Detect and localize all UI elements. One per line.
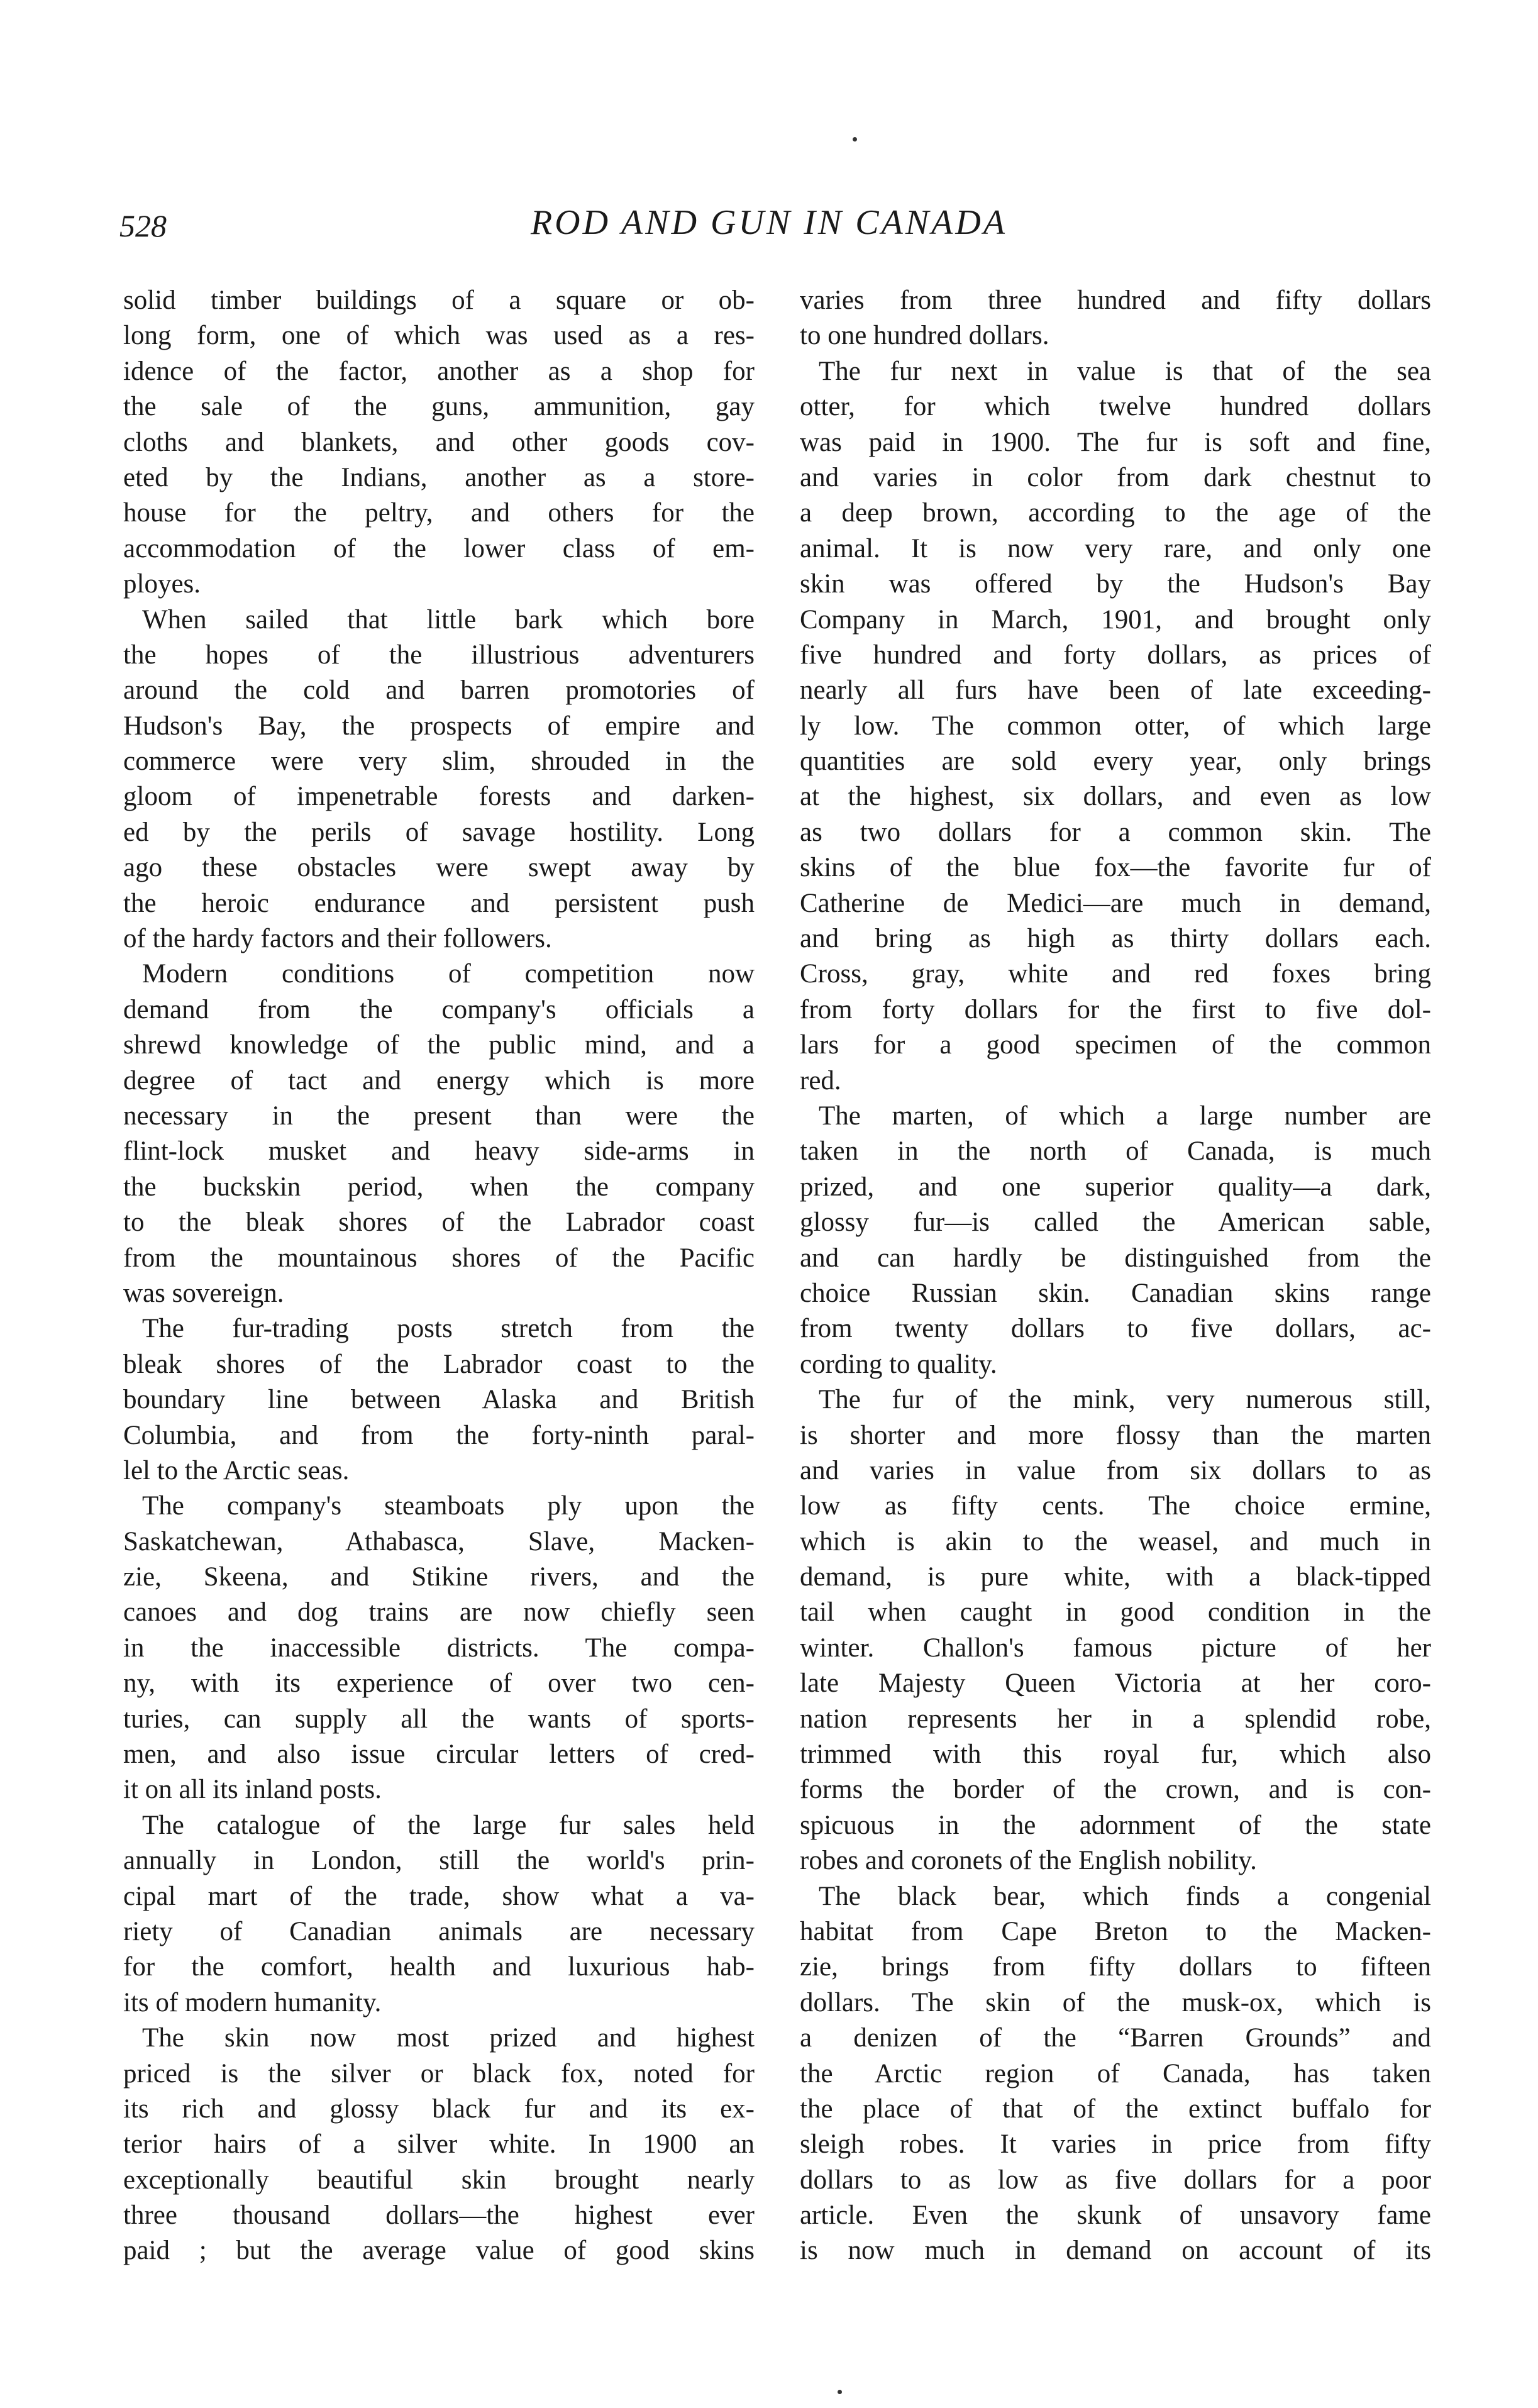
- paragraph: [800, 1099, 1431, 1382]
- text-line: red.: [800, 1065, 841, 1096]
- text-line: nation represents her in a splendid robe,: [800, 1704, 1431, 1734]
- text-line: around the cold and barren promotories of: [123, 675, 755, 706]
- text-line: its of modern humanity.: [123, 1987, 382, 2017]
- text-line: demand from the company's officials a: [123, 994, 755, 1024]
- text-line: glossy fur—is called the American sable,: [800, 1207, 1431, 1238]
- paragraph: [123, 1489, 755, 1808]
- text-line: demand, is pure white, with a black-tipped: [800, 1562, 1431, 1592]
- text-line: otter, for which twelve hundred dollars: [800, 392, 1431, 422]
- text-line: to one hundred dollars.: [800, 321, 1049, 351]
- text-line: eted by the Indians, another as a store-: [123, 462, 755, 492]
- paragraph: [800, 283, 1431, 354]
- text-line: When sailed that little bark which bore: [142, 604, 755, 635]
- text-line: quantities are sold every year, only brings: [800, 746, 1431, 777]
- text-line: choice Russian skin. Canadian skins range: [800, 1278, 1431, 1308]
- text-line: ployes.: [123, 569, 201, 599]
- paragraph: [800, 354, 1431, 1099]
- paragraph: [123, 1311, 755, 1489]
- text-line: lel to the Arctic seas.: [123, 1455, 350, 1485]
- text-line: exceptionally beautiful skin brought nearly: [123, 2165, 755, 2195]
- text-line: lars for a good specimen of the common: [800, 1030, 1431, 1060]
- paragraph: [123, 283, 755, 602]
- text-line: canoes and dog trains are now chiefly seen: [123, 1597, 755, 1628]
- right-column: [800, 283, 1431, 2269]
- text-line: was sovereign.: [123, 1278, 284, 1308]
- text-line: of the hardy factors and their followers.: [123, 924, 552, 954]
- text-line: The catalogue of the large fur sales held: [142, 1810, 755, 1840]
- paragraph: [123, 602, 755, 957]
- text-line: terior hairs of a silver white. In 1900 an: [123, 2129, 755, 2160]
- text-line: as two dollars for a common skin. The: [800, 817, 1431, 847]
- text-line: idence of the factor, another as a shop for: [123, 356, 755, 386]
- paragraph: [123, 957, 755, 1311]
- text-line: Cross, gray, white and red foxes bring: [800, 959, 1431, 989]
- text-line: zie, brings from fifty dollars to fifteen: [800, 1952, 1431, 1982]
- paragraph: [800, 1879, 1431, 2269]
- text-line: late Majesty Queen Victoria at her coro-: [800, 1668, 1431, 1699]
- print-speck: [853, 137, 857, 141]
- text-line: in the inaccessible districts. The compa-: [123, 1633, 755, 1663]
- text-line: The fur of the mink, very numerous still,: [819, 1385, 1431, 1415]
- text-line: low as fifty cents. The choice ermine,: [800, 1491, 1431, 1521]
- text-line: tail when caught in good condition in the: [800, 1597, 1431, 1628]
- text-line: five hundred and forty dollars, as prices of: [800, 640, 1431, 670]
- text-line: and varies in color from dark chestnut to: [800, 462, 1431, 492]
- text-line: gloom of impenetrable forests and darken-: [123, 782, 755, 812]
- text-line: skin was offered by the Hudson's Bay: [800, 569, 1431, 599]
- text-line: commerce were very slim, shrouded in the: [123, 746, 755, 777]
- text-line: boundary line between Alaska and British: [123, 1385, 755, 1415]
- text-line: cording to quality.: [800, 1349, 997, 1379]
- text-line: and bring as high as thirty dollars each.: [800, 924, 1431, 954]
- text-line: three thousand dollars—the highest ever: [123, 2200, 755, 2231]
- text-line: The fur-trading posts stretch from the: [142, 1314, 755, 1344]
- print-speck: [838, 2390, 842, 2394]
- text-line: and varies in value from six dollars to as: [800, 1455, 1431, 1485]
- text-line: taken in the north of Canada, is much: [800, 1136, 1431, 1167]
- text-line: animal. It is now very rare, and only one: [800, 533, 1431, 563]
- text-line: its rich and glossy black fur and its ex-: [123, 2094, 755, 2124]
- text-line: prized, and one superior quality—a dark,: [800, 1172, 1431, 1202]
- text-line: annually in London, still the world's prin-: [123, 1846, 755, 1876]
- text-line: article. Even the skunk of unsavory fame: [800, 2200, 1431, 2231]
- paragraph: [800, 1382, 1431, 1878]
- text-line: the buckskin period, when the company: [123, 1172, 755, 1202]
- text-line: it on all its inland posts.: [123, 1775, 382, 1805]
- text-line: at the highest, six dollars, and even as low: [800, 782, 1431, 812]
- text-line: The black bear, which finds a congenial: [819, 1881, 1431, 1911]
- text-line: Catherine de Medici—are much in demand,: [800, 888, 1431, 918]
- text-line: long form, one of which was used as a res-: [123, 321, 755, 351]
- text-line: is now much in demand on account of its: [800, 2236, 1431, 2266]
- text-line: priced is the silver or black fox, noted for: [123, 2058, 755, 2089]
- text-line: habitat from Cape Breton to the Macken-: [800, 1916, 1431, 1946]
- text-line: a deep brown, according to the age of the: [800, 498, 1431, 528]
- text-line: the place of that of the extinct buffalo for: [800, 2094, 1431, 2124]
- text-line: cloths and blankets, and other goods cov-: [123, 427, 755, 457]
- text-line: the sale of the guns, ammunition, gay: [123, 392, 755, 422]
- text-line: Modern conditions of competition now: [142, 959, 755, 989]
- text-line: was paid in 1900. The fur is soft and fine,: [800, 427, 1431, 457]
- text-line: forms the border of the crown, and is con-: [800, 1775, 1431, 1805]
- paragraph: [123, 1808, 755, 2021]
- text-line: ago these obstacles were swept away by: [123, 853, 755, 883]
- text-line: The company's steamboats ply upon the: [142, 1491, 755, 1521]
- text-line: a denizen of the “Barren Grounds” and: [800, 2023, 1431, 2053]
- text-line: house for the peltry, and others for the: [123, 498, 755, 528]
- text-line: skins of the blue fox—the favorite fur of: [800, 853, 1431, 883]
- text-line: varies from three hundred and fifty dollars: [800, 286, 1431, 315]
- text-line: Hudson's Bay, the prospects of empire and: [123, 711, 755, 741]
- text-line: for the comfort, health and luxurious hab-: [123, 1952, 755, 1982]
- text-line: The fur next in value is that of the sea: [819, 356, 1431, 386]
- text-line: zie, Skeena, and Stikine rivers, and the: [123, 1562, 755, 1592]
- text-line: ny, with its experience of over two cen-: [123, 1668, 755, 1699]
- left-column: [123, 283, 755, 2269]
- text-line: riety of Canadian animals are necessary: [123, 1916, 755, 1946]
- running-header: ROD AND GUN IN CANADA: [530, 203, 1008, 242]
- text-line: from forty dollars for the first to five dol-: [800, 994, 1431, 1024]
- text-line: degree of tact and energy which is more: [123, 1065, 755, 1096]
- text-line: sleigh robes. It varies in price from fifty: [800, 2129, 1431, 2160]
- text-line: cipal mart of the trade, show what a va-: [123, 1881, 755, 1911]
- text-line: bleak shores of the Labrador coast to the: [123, 1349, 755, 1379]
- text-line: solid timber buildings of a square or ob-: [123, 286, 755, 315]
- text-line: winter. Challon's famous picture of her: [800, 1633, 1431, 1663]
- text-line: from the mountainous shores of the Pacific: [123, 1243, 755, 1273]
- page-number: 528: [119, 208, 167, 243]
- text-line: Columbia, and from the forty-ninth paral-: [123, 1420, 755, 1450]
- text-line: Saskatchewan, Athabasca, Slave, Macken-: [123, 1526, 755, 1556]
- text-line: ed by the perils of savage hostility. Long: [123, 817, 755, 847]
- text-line: and can hardly be distinguished from the: [800, 1243, 1431, 1273]
- text-line: accommodation of the lower class of em-: [123, 533, 755, 563]
- text-line: spicuous in the adornment of the state: [800, 1810, 1431, 1840]
- text-line: to the bleak shores of the Labrador coast: [123, 1207, 755, 1238]
- text-line: the heroic endurance and persistent push: [123, 888, 755, 918]
- text-line: the hopes of the illustrious adventurers: [123, 640, 755, 670]
- text-line: from twenty dollars to five dollars, ac-: [800, 1314, 1431, 1344]
- text-line: men, and also issue circular letters of cred-: [123, 1739, 755, 1770]
- text-line: dollars to as low as five dollars for a poor: [800, 2165, 1431, 2195]
- text-line: turies, can supply all the wants of sports-: [123, 1704, 755, 1734]
- text-line: dollars. The skin of the musk-ox, which is: [800, 1987, 1431, 2017]
- text-line: The marten, of which a large number are: [819, 1101, 1431, 1131]
- text-line: paid ; but the average value of good skins: [123, 2236, 755, 2266]
- text-line: which is akin to the weasel, and much in: [800, 1526, 1431, 1556]
- text-line: The skin now most prized and highest: [142, 2023, 755, 2053]
- text-line: is shorter and more flossy than the marten: [800, 1420, 1431, 1450]
- text-line: necessary in the present than were the: [123, 1101, 755, 1131]
- text-line: trimmed with this royal fur, which also: [800, 1739, 1431, 1770]
- text-line: ly low. The common otter, of which large: [800, 711, 1431, 741]
- text-line: shrewd knowledge of the public mind, and a: [123, 1030, 755, 1060]
- paragraph: [123, 2021, 755, 2269]
- text-line: robes and coronets of the English nobility.: [800, 1846, 1257, 1876]
- text-line: the Arctic region of Canada, has taken: [800, 2058, 1431, 2089]
- text-line: Company in March, 1901, and brought only: [800, 604, 1431, 635]
- text-line: nearly all furs have been of late exceeding-: [800, 675, 1431, 706]
- text-line: flint-lock musket and heavy side-arms in: [123, 1136, 755, 1167]
